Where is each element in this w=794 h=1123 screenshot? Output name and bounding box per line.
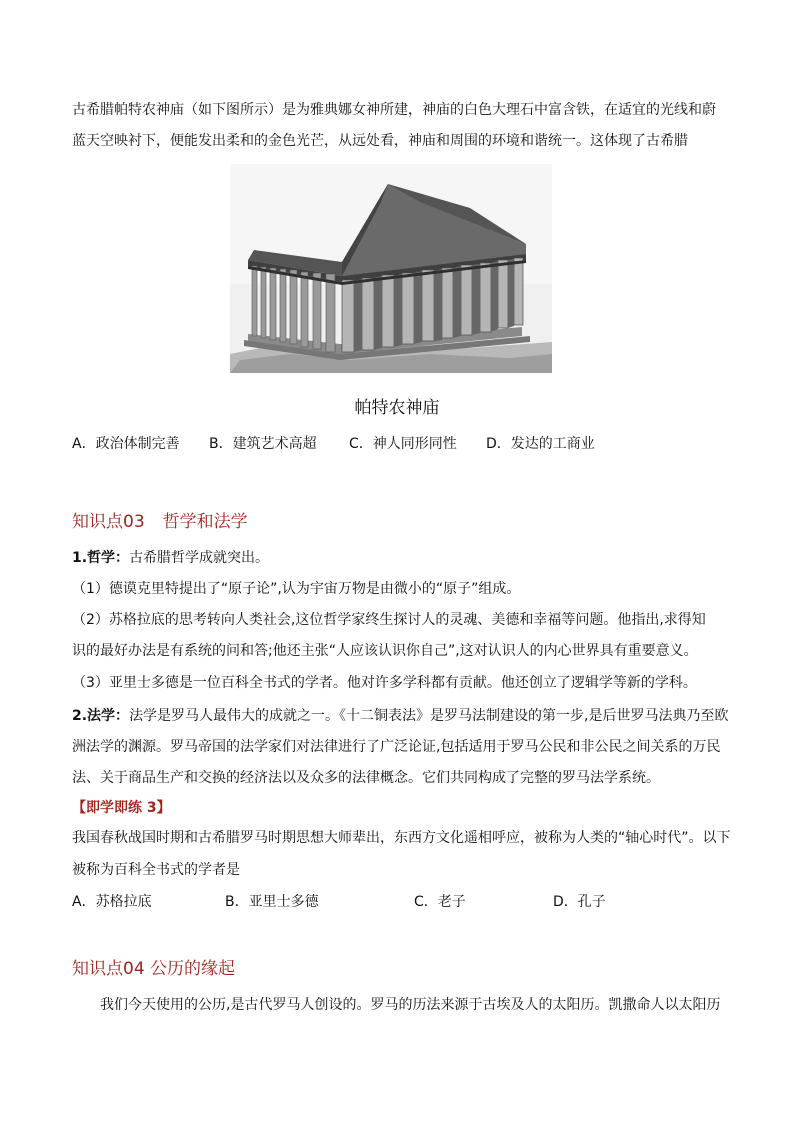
practice-3-label: 【即学即练 3】 bbox=[72, 800, 171, 816]
parthenon-photo bbox=[230, 164, 552, 373]
law-label: 2.法学： bbox=[72, 708, 130, 724]
law-para-2: 洲法学的渊源。罗马帝国的法学家们对法律进行了广泛论证,包括适用于罗马公民和非公民之间关系的万民 bbox=[72, 739, 721, 755]
q1-option-b[interactable]: B．建筑艺术高超 bbox=[209, 436, 317, 452]
philosophy-item-3: （3）亚里士多德是一位百科全书式的学者。他对许多学科都有贡献。他还创立了逻辑学等新的学科。 bbox=[72, 675, 697, 691]
q1-option-c[interactable]: C．神人同形同性 bbox=[349, 436, 457, 452]
q1-options bbox=[72, 434, 722, 454]
q1-option-d[interactable]: D．发达的工商业 bbox=[486, 436, 595, 452]
q1-option-a[interactable]: A．政治体制完善 bbox=[72, 436, 180, 452]
section-3-number: 知识点03 bbox=[72, 512, 145, 532]
philosophy-intro bbox=[72, 548, 269, 568]
philosophy-text: 古希腊哲学成就突出。 bbox=[129, 550, 270, 566]
intro-line-1: 古希腊帕特农神庙（如下图所示）是为雅典娜女神所建，神庙的白色大理石中富含铁，在适宜的光线和蔚 bbox=[72, 102, 716, 118]
section-4-heading: 知识点04 公历的缘起 bbox=[72, 959, 236, 979]
practice-3-option-d[interactable]: D．孔子 bbox=[553, 894, 606, 910]
section-3-heading bbox=[72, 511, 248, 533]
practice-3-option-c[interactable]: C．老子 bbox=[414, 894, 466, 910]
practice-3-question-a: 我国春秋战国时期和古希腊罗马时期思想大师辈出，东西方文化遥相呼应，被称为人类的“轴心时代”。以下 bbox=[72, 830, 731, 846]
practice-3-options bbox=[72, 892, 722, 912]
philosophy-item-2a: （2）苏格拉底的思考转向人类社会,这位哲学家终生探讨人的灵魂、美德和幸福等问题。他指出,求得知 bbox=[72, 612, 706, 628]
philosophy-item-2b: 识的最好办法是有系统的问和答;他还主张“人应该认识你自己”,这对认识人的内心世界具有重要意义。 bbox=[72, 643, 698, 659]
philosophy-label: 1.哲学： bbox=[72, 550, 130, 566]
practice-3-question-b: 被称为百科全书式的学者是 bbox=[72, 862, 240, 878]
practice-3-option-a[interactable]: A．苏格拉底 bbox=[72, 894, 152, 910]
section-3-title: 哲学和法学 bbox=[162, 512, 248, 532]
philosophy-item-1: （1）德谟克里特提出了“原子论”,认为宇宙万物是由微小的“原子”组成。 bbox=[72, 581, 521, 597]
figure-caption: 帕特农神庙 bbox=[354, 398, 440, 418]
intro-line-2: 蓝天空映衬下，便能发出柔和的金色光芒，从远处看，神庙和周围的环境和谐统一。这体现了古希腊 bbox=[72, 133, 688, 149]
law-text-a: 法学是罗马人最伟大的成就之一。《十二铜表法》是罗马法制建设的第一步,是后世罗马法典乃至欧 bbox=[129, 708, 729, 724]
section-4-para: 我们今天使用的公历,是古代罗马人创设的。罗马的历法来源于古埃及人的太阳历。凯撒命人以太阳历 bbox=[100, 997, 721, 1013]
law-para-1 bbox=[72, 706, 729, 726]
law-para-3: 法、关于商品生产和交换的经济法以及众多的法律概念。它们共同构成了完整的罗马法学系统。 bbox=[72, 770, 660, 786]
practice-3-option-b[interactable]: B．亚里士多德 bbox=[225, 894, 319, 910]
